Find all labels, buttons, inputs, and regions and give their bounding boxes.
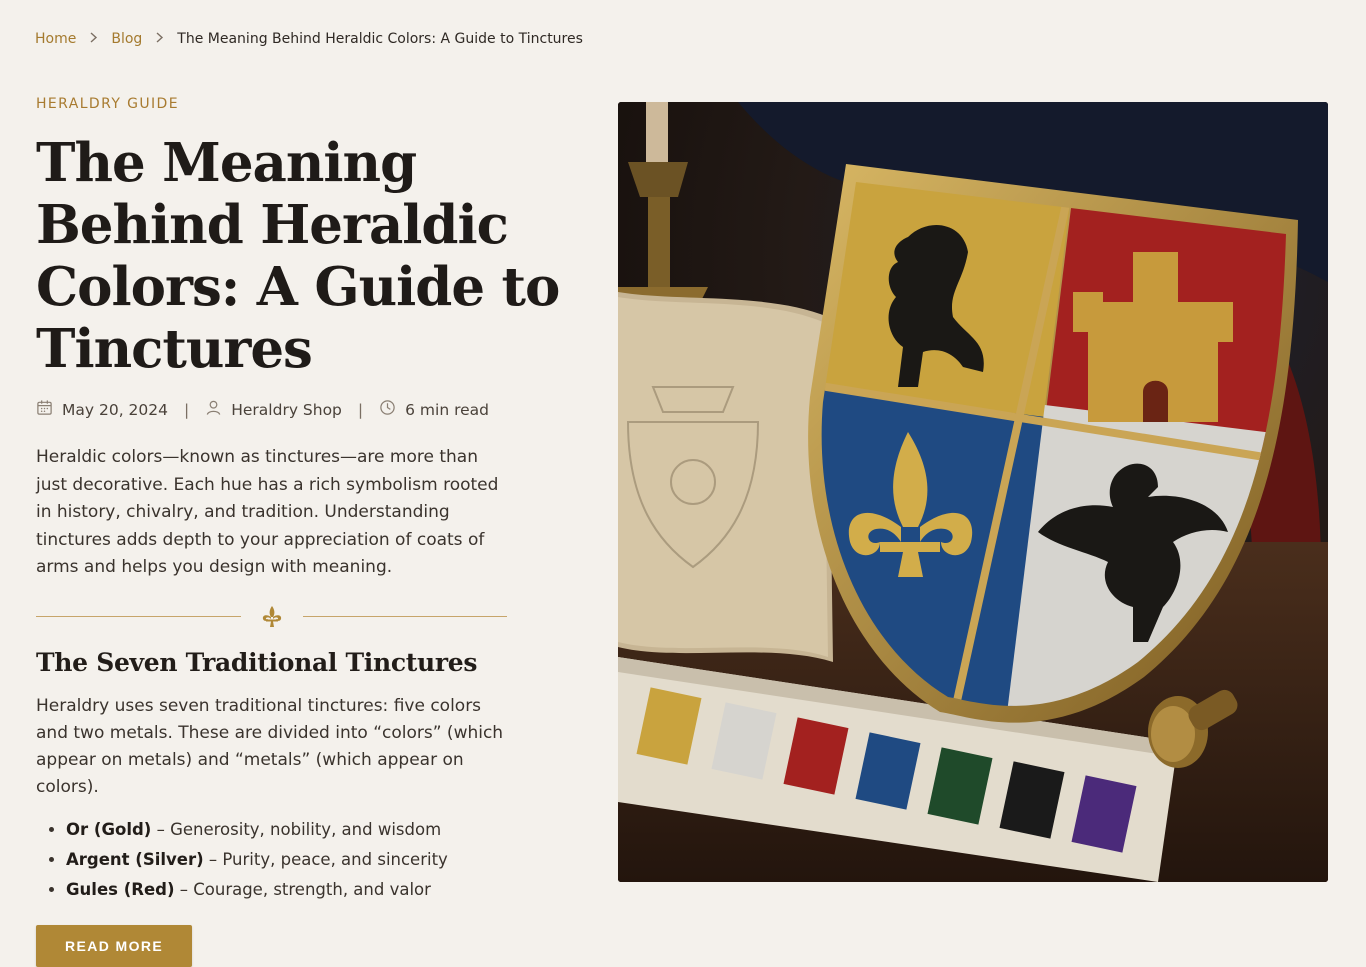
meta-read-time (379, 399, 489, 420)
section-text: Heraldry uses seven traditional tinctures: five colors and two metals. These are divided into “colors” (which appear on metals) and “metals” (which appear on colors). (36, 695, 504, 797)
article-content (36, 96, 560, 967)
hero-image (618, 102, 1328, 882)
meta-separator: | (184, 400, 190, 419)
chevron-right-icon (89, 32, 98, 47)
list-item (66, 879, 506, 901)
list-item (66, 819, 506, 841)
breadcrumb (35, 31, 583, 47)
read-more-button[interactable]: READ MORE (36, 925, 192, 967)
divider-line (303, 616, 508, 617)
article-date: May 20, 2024 (62, 400, 168, 419)
tincture-name: Or (Gold) (66, 819, 152, 839)
article-meta (36, 399, 506, 420)
tincture-meaning: – Generosity, nobility, and wisdom (151, 819, 442, 839)
calendar-icon (36, 399, 53, 420)
breadcrumb-current: The Meaning Behind Heraldic Colors: A Guide to Tinctures (177, 31, 583, 47)
article-author[interactable]: Heraldry Shop (231, 400, 342, 419)
divider-line (36, 616, 241, 617)
article-intro: Heraldic colors—known as tinctures—are more than just decorative. Each hue has a rich symbolism rooted in history, chivalry, and tradition. Understanding tinctures adds depth to your appreciation of coats of arms and helps you design with meaning. (36, 447, 499, 577)
tincture-meaning: – Courage, strength, and valor (174, 879, 431, 899)
ornamental-divider (36, 604, 507, 630)
article-category[interactable]: HERALDRY GUIDE (36, 96, 179, 112)
meta-separator: | (357, 400, 364, 419)
tincture-name: Argent (Silver) (66, 849, 204, 869)
tincture-meaning: – Purity, peace, and sincerity (203, 849, 448, 869)
breadcrumb-blog-link[interactable]: Blog (111, 31, 143, 47)
breadcrumb-home-link[interactable]: Home (35, 31, 77, 47)
article-title: The Meaning Behind Heraldic Colors: A Guide to Tinctures (36, 132, 560, 380)
clock-icon (379, 399, 396, 420)
section-title: The Seven Traditional Tinctures (36, 647, 478, 677)
meta-date (36, 399, 168, 420)
chevron-right-icon (155, 32, 164, 47)
list-item (66, 849, 506, 871)
coat-of-arms-illustration (618, 102, 1328, 882)
fleur-de-lis-icon (259, 604, 285, 630)
tincture-list (36, 819, 506, 901)
article-read-time: 6 min read (405, 400, 489, 419)
tincture-name: Gules (Red) (66, 879, 175, 899)
user-icon (205, 399, 222, 420)
meta-author (205, 399, 342, 420)
